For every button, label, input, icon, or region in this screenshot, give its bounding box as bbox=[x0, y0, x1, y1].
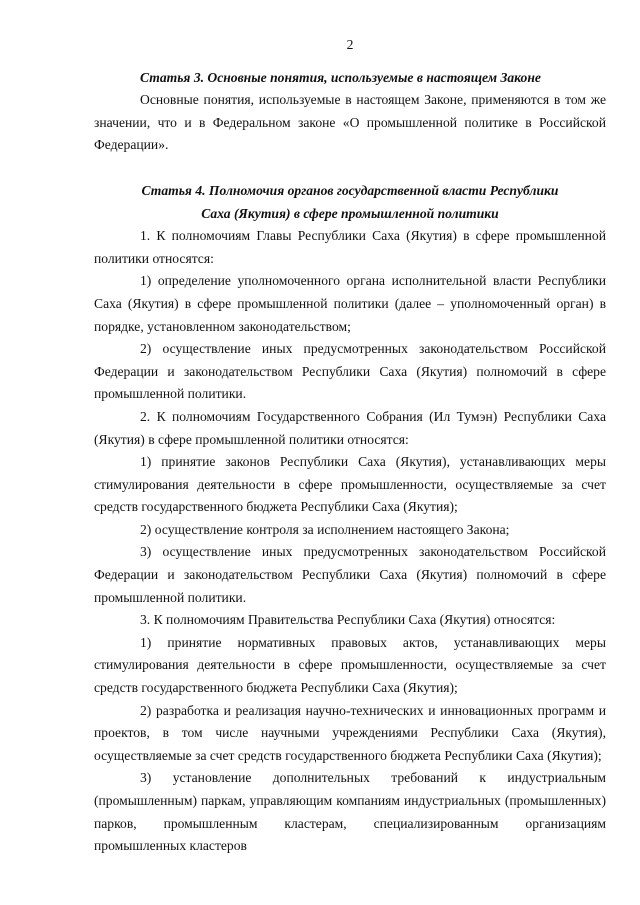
document-page bbox=[94, 34, 606, 858]
article-4-paragraph-part-3-item-3: 3) установление дополнительных требований к индустриальным (промышленным) паркам, управляющим компаниям индустриальных (промышленных) парков, промышленным кластерам, специализированным организациям промышленных кластеров bbox=[94, 770, 606, 854]
article-4-heading-line-2: Саха (Якутия) в сфере промышленной политики bbox=[201, 205, 499, 221]
page-number: 2 bbox=[346, 37, 354, 52]
article-4-paragraph-part-3-item-1: 1) принятие нормативных правовых актов, устанавливающих меры стимулирования деятельности в сфере промышленности, осуществляемые за счет средств государственного бюджета Республики Саха (Якутия); bbox=[94, 634, 606, 696]
article-4-paragraph-part-1-item-1: 1) определение уполномоченного органа исполнительной власти Республики Саха (Якутия) в сфере промышленной политики (далее – уполномоченный орган) в порядке, установленном законодательством; bbox=[94, 273, 606, 334]
article-4-paragraph-part-3-item-2: 2) разработка и реализация научно-технических и инновационных программ и проектов, в том числе научными учреждениями Республики Саха (Якутия), осуществляемые за счет средств государственного бюджета Республики Саха (Якутия); bbox=[94, 702, 606, 763]
article-3-heading: Статья 3. Основные понятия, используемые в настоящем Законе bbox=[140, 69, 541, 85]
article-4-paragraph-part-1-item-2: 2) осуществление иных предусмотренных законодательством Российской Федерации и законодательством Республики Саха (Якутия) полномочий в сфере промышленной политики. bbox=[94, 341, 606, 402]
article-4-paragraph-part-2-item-3: 3) осуществление иных предусмотренных законодательством Российской Федерации и законодательством Республики Саха (Якутия) полномочий в сфере промышленной политики. bbox=[94, 544, 606, 605]
article-4-paragraph-part-2: 2. К полномочиям Государственного Собрания (Ил Тумэн) Республики Саха (Якутия) в сфере промышленной политики относятся: bbox=[94, 408, 606, 447]
article-4-paragraph-part-1: 1. К полномочиям Главы Республики Саха (Якутия) в сфере промышленной политики относятся: bbox=[94, 228, 606, 266]
section-spacer bbox=[94, 157, 606, 180]
article-4-heading-line-1: Статья 4. Полномочия органов государственной власти Республики bbox=[141, 182, 559, 198]
article-4-paragraph-part-2-item-1: 1) принятие законов Республики Саха (Якутия), устанавливающих меры стимулирования деятельности в сфере промышленности, осуществляемые за счет средств государственного бюджета Республики Саха (Якутия); bbox=[94, 454, 606, 515]
article-4-paragraph-part-3: 3. К полномочиям Правительства Республики Саха (Якутия) относятся: bbox=[140, 612, 556, 628]
article-4-paragraph-part-2-item-2: 2) осуществление контроля за исполнением настоящего Закона; bbox=[140, 521, 510, 537]
article-3-paragraph: Основные понятия, используемые в настоящем Законе, применяются в том же значении, что и в Федеральном законе «О промышленной политике в Российской Федерации». bbox=[94, 92, 606, 153]
article-4-heading bbox=[94, 180, 606, 225]
